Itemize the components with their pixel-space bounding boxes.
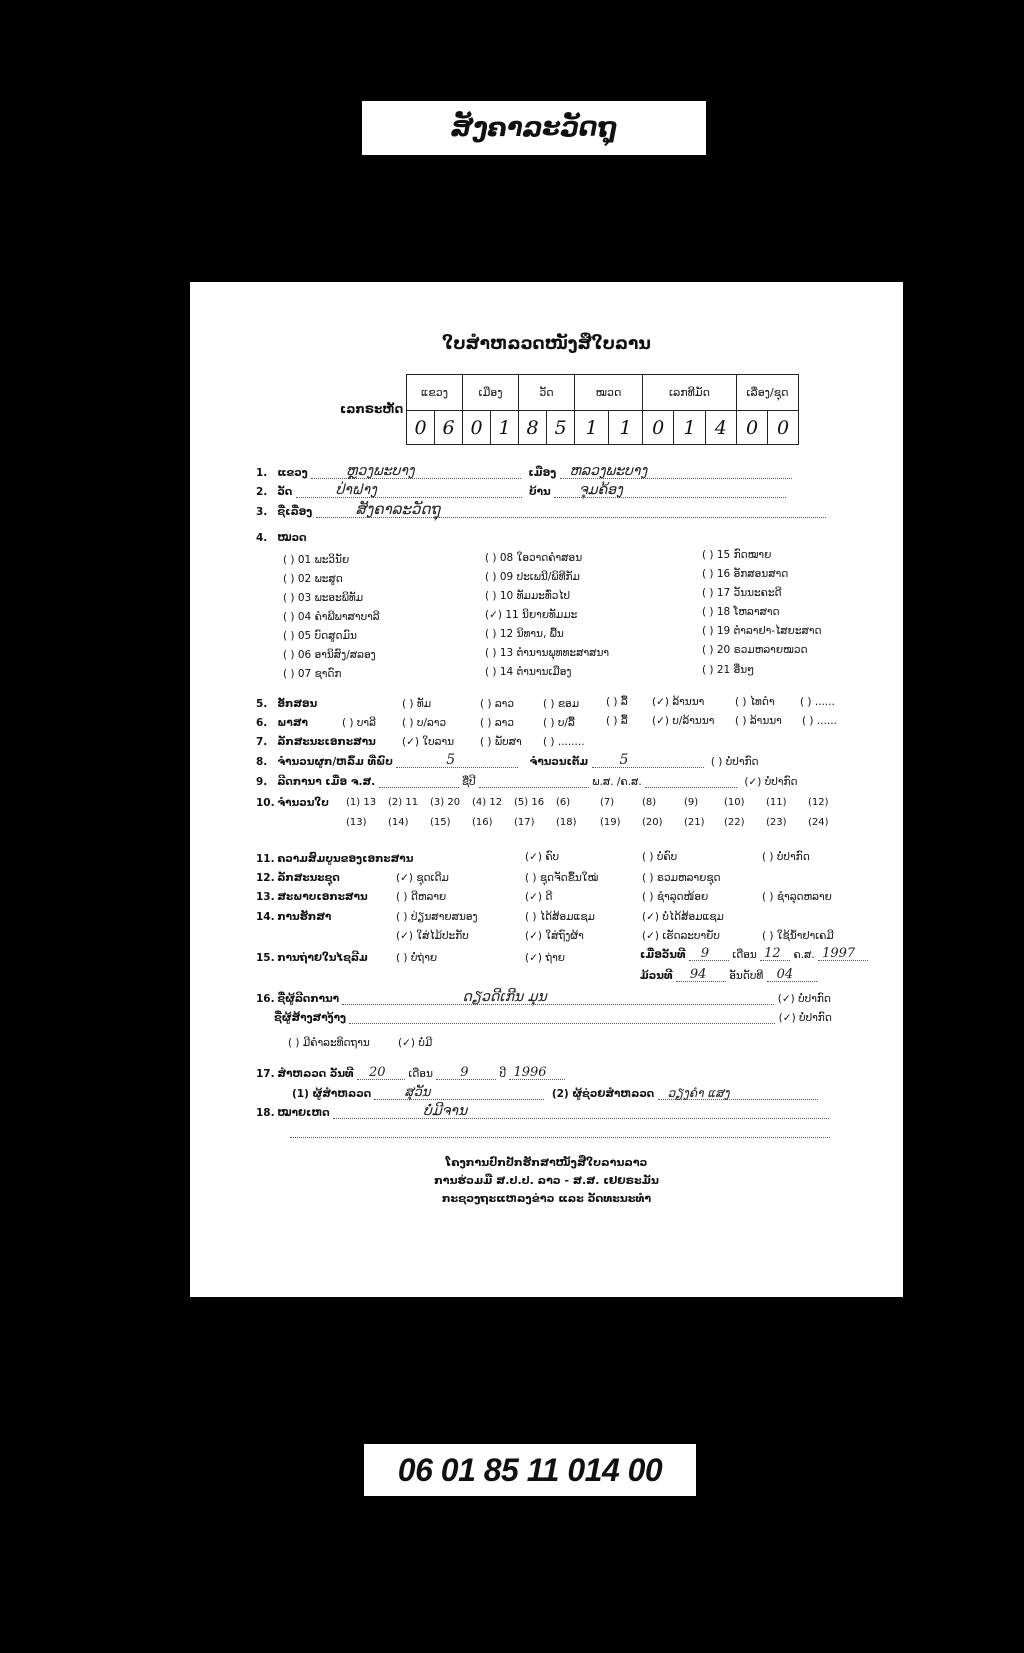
document-type-label: ລັກສະນະເອກະສານ — [277, 736, 376, 748]
leaf-count-cell: (23) — [766, 817, 787, 828]
remarks-label: ໝາຍເຫດ — [277, 1107, 330, 1119]
leaf-count-cell: (5) 16 — [514, 797, 545, 808]
row-number: 8. — [256, 756, 268, 768]
row-number: 9. — [256, 776, 268, 788]
category-option[interactable]: ( ) 10 ທັມມະທົ່ວໄປ — [485, 590, 571, 602]
row-title — [256, 500, 826, 518]
code-label: ເລກຣະຫັດ — [340, 402, 404, 416]
category-option[interactable]: ( ) 15 ກົດໝາຍ — [702, 549, 772, 561]
inscription-date-label: ລີດການາ ເມື່ອ ຈ.ສ. — [277, 776, 376, 788]
code-digit: 4 — [705, 411, 736, 445]
row-fascicle-count — [256, 752, 759, 768]
fascicle-count-value: 5 — [446, 752, 456, 768]
script-option[interactable]: ( ) ໄທດຳ — [735, 696, 775, 708]
category-option[interactable]: ( ) 07 ຊາດົກ — [283, 668, 342, 680]
preservation-option[interactable]: ( ) ໄດ້ສ້ອມແຊມ — [525, 911, 595, 923]
category-option[interactable]: ( ) 12 ນິທານ, ພື້ນ — [485, 628, 564, 640]
doc-type-option[interactable]: ( ) ພັບສາ — [480, 736, 522, 748]
microfilm-month: 12 — [764, 946, 781, 961]
row-number: 12. — [256, 872, 275, 884]
code-digit: 0 — [768, 411, 799, 445]
condition-label: ສະພາບເອກະສານ — [277, 891, 368, 903]
row-number: 11. — [256, 853, 275, 865]
doc-type-option-selected[interactable]: (✓) ໃບລານ — [402, 736, 455, 748]
form-title: ໃບສຳຫລວດໜັງສືໃບລານ — [442, 334, 651, 354]
script-option-selected[interactable]: (✓) ລ້ານນາ — [652, 696, 705, 708]
row-number: 6. — [256, 717, 268, 729]
survey-day: 20 — [368, 1065, 386, 1080]
row-number: 1. — [256, 467, 268, 479]
category-option[interactable]: ( ) 21 ອື່ນໆ — [702, 664, 755, 676]
code-header-bundle: ເລກທີມັດ — [643, 375, 737, 411]
script-option[interactable]: ( ) ລື້ — [606, 696, 628, 708]
village-value: ຈຸມຄ້ອງ — [579, 482, 623, 498]
scribe-unknown-option[interactable]: (✓) ບໍ່ປາກົດ — [777, 993, 831, 1005]
leaf-count-line-1 — [346, 797, 866, 811]
story-title-value: ສັງຄາລະວັດຖຸ — [355, 500, 441, 518]
district-value: ຫລວງພະບາງ — [569, 463, 648, 479]
leaf-count-cell: (8) — [642, 797, 657, 808]
doc-type-option[interactable]: ( ) ........ — [543, 736, 585, 748]
microfilm-label: ການຖ່າຍໃນໄຊລີມ — [277, 952, 368, 964]
category-option[interactable]: ( ) 09 ປະເພນີ/ພິທີກັມ — [485, 571, 580, 583]
leaf-count-cell: (24) — [808, 817, 829, 828]
row-number: 10. — [256, 797, 275, 809]
condition-option[interactable]: ( ) ຊຳລຸດໜ້ອຍ — [642, 891, 709, 903]
remarks-value: ບໍ່ມີຈານ — [423, 1103, 468, 1119]
row-script — [256, 698, 317, 710]
province-value: ຫຼວງພະບາງ — [346, 463, 415, 479]
code-digit: 0 — [643, 411, 674, 445]
script-label: ອັກສອນ — [277, 698, 318, 710]
leaf-count-cell: (14) — [388, 817, 409, 828]
code-digit: 8 — [519, 411, 547, 445]
row-leaf-count — [256, 797, 329, 809]
full-count-label: ຈຳນວນເຕັມ — [529, 756, 589, 768]
row-number: 18. — [256, 1107, 275, 1119]
preservation-label: ການຮັກສາ — [277, 911, 332, 923]
category-label: ໝວດ — [277, 532, 307, 544]
condition-option-selected[interactable]: (✓) ດີ — [525, 891, 553, 903]
category-option[interactable]: ( ) 06 ອານິສົງ/ສລອງ — [283, 649, 376, 661]
completeness-option[interactable]: ( ) ບໍ່ປາກົດ — [762, 851, 810, 863]
row-number: 14. — [256, 911, 275, 923]
preservation-option[interactable]: ( ) ປ່ຽນສາຍສນອງ — [396, 911, 478, 923]
top-title-label: ສັງຄາລະວັດຖຸ — [362, 101, 706, 155]
leaf-count-label: ຈຳນວນໃບ — [277, 797, 329, 809]
row-number: 13. — [256, 891, 275, 903]
dedication-option-selected[interactable]: (✓) ບໍ່ມີ — [398, 1037, 433, 1049]
scribe-label: ຊື່ຜູ້ລີດການາ — [277, 993, 340, 1005]
microfilm-month-label: ເດືອນ — [732, 949, 757, 961]
category-option[interactable]: ( ) 04 ຄຳພີພາສາບາລີ — [283, 611, 380, 623]
preservation-option[interactable]: ( ) ໃຊ້ນ້ຳຢາເຄມີ — [762, 930, 834, 942]
leaf-count-line-2 — [346, 817, 866, 831]
sponsor-unknown-option[interactable]: (✓) ບໍ່ປາກົດ — [778, 1012, 832, 1024]
code-header-district: ເມືອງ — [463, 375, 519, 411]
preservation-option-selected[interactable]: (✓) ໃສ່ໄມ້ປະກັບ — [396, 930, 469, 942]
code-digit: 1 — [575, 411, 609, 445]
language-option[interactable]: ( ) ລາວ — [480, 717, 514, 729]
category-option[interactable]: ( ) 13 ຕຳນານພຸທທະສາສນາ — [485, 647, 610, 659]
language-option[interactable]: ( ) ບ/ລື້ — [543, 717, 575, 729]
language-option[interactable]: ( ) ບ/ລາວ — [402, 717, 447, 729]
completeness-label: ຄວາມສົມບູນຂອງເອກະສານ — [277, 853, 414, 865]
row-number: 7. — [256, 736, 268, 748]
code-table — [406, 374, 799, 445]
preservation-option-selected[interactable]: (✓) ໃສ່ຖົງຜ້າ — [525, 930, 584, 942]
full-count-value: 5 — [619, 752, 629, 768]
remarks-extra-line — [290, 1126, 830, 1138]
preservation-option-selected[interactable]: (✓) ບໍ່ໄດ້ສ້ອມແຊມ — [642, 911, 724, 923]
province-label: ແຂວງ — [277, 467, 308, 479]
code-digit: 1 — [491, 411, 519, 445]
leaf-count-cell: (12) — [808, 797, 829, 808]
leaf-count-cell: (11) — [766, 797, 787, 808]
category-option[interactable]: ( ) 03 ພະອະພິທັມ — [283, 592, 364, 604]
row-sponsor — [274, 1012, 832, 1024]
assistant-value: ວຽງຄຳ ແສງ — [667, 1086, 730, 1100]
leaf-count-cell: (17) — [514, 817, 535, 828]
leaf-count-cell: (16) — [472, 817, 493, 828]
condition-option[interactable]: ( ) ດີຫລາຍ — [396, 891, 447, 903]
row-remarks — [256, 1103, 829, 1119]
code-digit: 5 — [547, 411, 575, 445]
story-title-label: ຊື່ເລື່ອງ — [277, 506, 313, 518]
language-option[interactable]: ( ) ລື້ — [606, 715, 628, 727]
leaf-count-cell: (15) — [430, 817, 451, 828]
sponsor-label: ຊື່ຜູ້ສ້າງສາງ້າງ — [274, 1012, 346, 1024]
code-header-story: ເລື່ອງ/ຊຸດ — [737, 375, 799, 411]
script-option[interactable]: ( ) ທັມ — [402, 698, 432, 710]
leaf-count-cell: (19) — [600, 817, 621, 828]
row-province — [256, 463, 792, 479]
row-surveyors — [292, 1085, 818, 1100]
sequence-value: 04 — [776, 967, 794, 982]
language-option[interactable]: ( ) ບາລີ — [342, 717, 376, 729]
year-name-label: ຊື່ປີ — [461, 776, 476, 788]
row-set-type — [256, 872, 340, 884]
row-microfilm — [256, 952, 368, 964]
category-option[interactable]: ( ) 08 ໃອວາດຄຳສອນ — [485, 552, 583, 564]
temple-value: ປ່າຝາງ — [335, 482, 377, 498]
leaf-count-cell: (9) — [684, 797, 699, 808]
code-digit: 0 — [407, 411, 435, 445]
leaf-count-cell: (4) 12 — [472, 797, 503, 808]
assistant-label: (2) ຜູ້ຊ່ວຍສຳຫລວດ — [551, 1088, 655, 1100]
row-survey-date — [256, 1065, 565, 1080]
category-option[interactable]: ( ) 19 ຕຳລາຢາ-ໄສຍະສາດ — [702, 625, 822, 637]
set-type-label: ລັກສະນະຊຸດ — [277, 872, 340, 884]
surveyor-label: (1) ຜູ້ສຳຫລວດ — [292, 1088, 372, 1100]
row-number: 4. — [256, 532, 268, 544]
code-header-temple: ວັດ — [519, 375, 575, 411]
category-option[interactable]: ( ) 01 ພະວິນັຍ — [283, 554, 350, 566]
survey-date-label: ສຳຫລວດ ວັນທີ — [277, 1068, 354, 1080]
category-option[interactable]: ( ) 18 ໂຫລາສາດ — [702, 606, 780, 618]
row-number: 17. — [256, 1068, 275, 1080]
row-completeness — [256, 853, 413, 865]
code-digit: 1 — [674, 411, 705, 445]
language-option-selected[interactable]: (✓) ບ/ລ້ານນາ — [652, 715, 715, 727]
row-number: 15. — [256, 952, 275, 964]
leaf-count-cell: (13) — [346, 817, 367, 828]
era-label: ພ.ສ. /ຄ.ສ. — [592, 776, 642, 788]
microfilm-option[interactable]: ( ) ບໍ່ຖ່າຍ — [396, 952, 438, 964]
row-number: 16. — [256, 993, 275, 1005]
row-language — [256, 717, 308, 729]
script-option[interactable]: ( ) ...... — [800, 696, 835, 708]
sequence-label: ອັນດັບທີ — [729, 970, 764, 982]
village-label: ບ້ານ — [528, 486, 551, 498]
category-option[interactable]: ( ) 20 ຣວມຫລາຍໝວດ — [702, 644, 808, 656]
form-footer — [190, 1154, 903, 1208]
preservation-option-selected[interactable]: (✓) ເຮັດລະບາຍັບ — [642, 930, 720, 942]
fascicle-unknown-option[interactable]: ( ) ບໍ່ປາກົດ — [710, 756, 759, 768]
survey-form-sheet — [190, 282, 903, 1297]
row-condition — [256, 891, 368, 903]
temple-label: ວັດ — [277, 486, 293, 498]
language-option[interactable]: ( ) ...... — [802, 715, 837, 727]
survey-month: 9 — [460, 1065, 469, 1080]
microfilm-date — [640, 946, 868, 961]
category-option-selected[interactable]: (✓) 11 ນິຍາຍທັມມະ — [485, 609, 578, 621]
roll-value: 94 — [689, 967, 707, 982]
microfilm-option-selected[interactable]: (✓) ຖ່າຍ — [525, 952, 565, 964]
set-type-option[interactable]: ( ) ຊຸດຈັດຂຶ້ນໃໝ່ — [525, 872, 599, 884]
inscription-unknown-option[interactable]: (✓) ບໍ່ປາກົດ — [744, 776, 798, 788]
category-option[interactable]: ( ) 05 ບົດສູດມົນ — [283, 630, 357, 642]
footer-line-ministry: ກະຊວງຖະແຫລງຂ່າວ ແລະ ວັດທະນະທຳ — [441, 1192, 652, 1205]
microfilm-year: 1997 — [822, 946, 856, 961]
code-header-category: ໝວດ — [575, 375, 643, 411]
row-scribe — [256, 989, 831, 1005]
code-digit: 0 — [463, 411, 491, 445]
fascicle-count-label: ຈຳນວນຜູກ/ຫລົ້ມ ທີ່ພົບ — [277, 756, 393, 768]
code-digit: 1 — [609, 411, 643, 445]
code-digit: 6 — [435, 411, 463, 445]
roll-label: ມ້ວນທີ — [640, 970, 673, 982]
leaf-count-cell: (10) — [724, 797, 745, 808]
leaf-count-cell: (18) — [556, 817, 577, 828]
survey-year: 1996 — [513, 1065, 547, 1080]
language-option[interactable]: ( ) ລ້ານນາ — [735, 715, 782, 727]
completeness-option-selected[interactable]: (✓) ຄົບ — [525, 851, 560, 863]
code-digit: 0 — [737, 411, 768, 445]
surveyor-value: ສຸວັນ — [404, 1085, 431, 1100]
scribe-value: ດຽວດີເກີນ ມຸນ — [462, 989, 547, 1005]
footer-line-cooperation: ການຮ່ວມມື ສ.ປ.ປ. ລາວ - ສ.ສ. ເຢຍຣະມັນ — [434, 1174, 659, 1187]
category-option[interactable]: ( ) 14 ຕຳນານເມືອງ — [485, 666, 572, 678]
set-type-option-selected[interactable]: (✓) ຊຸດເດີມ — [396, 872, 449, 884]
category-option[interactable]: ( ) 02 ພະສູດ — [283, 573, 343, 585]
language-label: ພາສາ — [277, 717, 308, 729]
dedication-option[interactable]: ( ) ມີຄຳລະທິດຖານ — [288, 1037, 370, 1049]
footer-line-project: ໂຄງການປົກປັກຮັກສາໜັງສືໃບລານລາວ — [445, 1156, 648, 1169]
survey-year-label: ປີ — [499, 1068, 507, 1080]
leaf-count-cell: (22) — [724, 817, 745, 828]
script-option[interactable]: ( ) ຂອມ — [543, 698, 580, 710]
district-label: ເມືອງ — [528, 467, 557, 479]
row-number: 5. — [256, 698, 268, 710]
leaf-count-cell: (2) 11 — [388, 797, 419, 808]
row-number: 2. — [256, 486, 268, 498]
survey-month-label: ເດືອນ — [408, 1068, 433, 1080]
leaf-count-cell: (6) — [556, 797, 571, 808]
row-number: 3. — [256, 506, 268, 518]
row-preservation — [256, 911, 331, 923]
microfilm-roll — [640, 967, 817, 982]
microfilm-date-label: ເມື່ອວັນທີ — [640, 949, 686, 961]
leaf-count-cell: (21) — [684, 817, 705, 828]
code-header-province: ແຂວງ — [407, 375, 463, 411]
category-option[interactable]: ( ) 16 ອັກສອນສາດ — [702, 568, 789, 580]
set-type-option[interactable]: ( ) ຣວມຫລາຍຊຸດ — [642, 872, 721, 884]
microfilm-year-label: ຄ.ສ. — [793, 949, 815, 961]
leaf-count-cell: (7) — [600, 797, 615, 808]
category-option[interactable]: ( ) 17 ວັນນະຄະດີ — [702, 587, 782, 599]
script-option[interactable]: ( ) ລາວ — [480, 698, 514, 710]
row-temple — [256, 482, 786, 498]
row-category — [256, 532, 307, 544]
bottom-code-label: 06 01 85 11 014 00 — [364, 1444, 696, 1496]
leaf-count-cell: (1) 13 — [346, 797, 377, 808]
completeness-option[interactable]: ( ) ບໍ່ຄົບ — [642, 851, 678, 863]
leaf-count-cell: (20) — [642, 817, 663, 828]
microfilm-day: 9 — [700, 946, 710, 961]
row-inscription-date — [256, 776, 798, 788]
condition-option[interactable]: ( ) ຊຳລຸດຫລາຍ — [762, 891, 832, 903]
leaf-count-cell: (3) 20 — [430, 797, 461, 808]
row-document-type — [256, 736, 376, 748]
